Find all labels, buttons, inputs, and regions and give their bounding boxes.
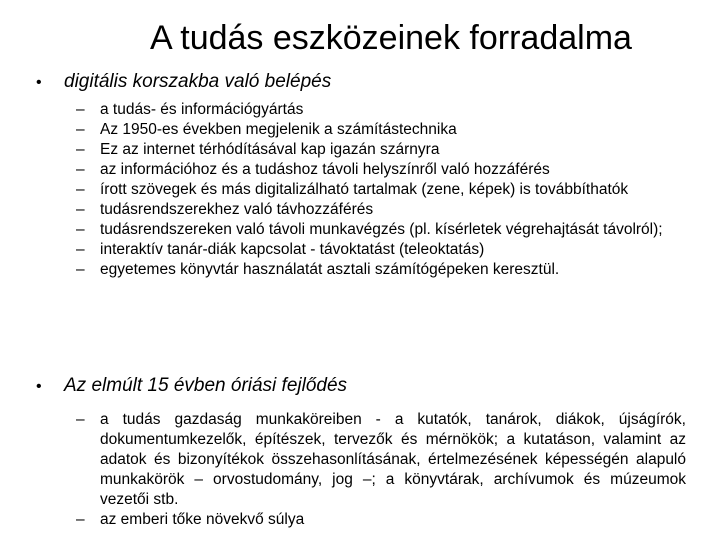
list-item [36,410,686,510]
slide-title: A tudás eszközeinek forradalma [150,19,632,57]
dash-icon: – [76,221,85,238]
dash-icon: – [76,241,85,258]
section-digital-era [36,70,686,280]
dash-icon: – [76,261,85,278]
list-item-text: az emberi tőke növekvő súlya [100,511,305,528]
bullet-dot-icon: • [36,378,42,395]
list-item-text: tudásrendszerekhez való távhozzáférés [100,201,374,218]
sub-list [36,410,686,530]
main-bullet-text: Az elmúlt 15 évben óriási fejlődés [64,375,348,396]
sub-list [36,100,686,280]
main-bullet-text: digitális korszakba való belépés [64,71,332,92]
main-bullet [36,70,686,100]
dash-icon: – [76,101,85,118]
list-item-text: Az 1950-es években megjelenik a számítástechnika [100,121,457,138]
list-item [36,160,686,180]
list-item [36,140,686,160]
list-item [36,220,686,240]
dash-icon: – [76,161,85,178]
section-development [36,374,686,530]
list-item [36,180,686,200]
list-item-text: interaktív tanár-diák kapcsolat - távoktatást (teleoktatás) [100,241,485,258]
list-item [36,260,686,280]
list-item-text: egyetemes könyvtár használatát asztali számítógépeken keresztül. [100,261,560,278]
dash-icon: – [76,141,85,158]
list-item [36,200,686,220]
dash-icon: – [76,511,85,528]
bullet-dot-icon: • [36,74,42,91]
dash-icon: – [76,181,85,198]
list-item [36,100,686,120]
list-item-text: a tudás- és információgyártás [100,101,304,118]
list-item [36,240,686,260]
list-item-text: Ez az internet térhódításával kap igazán szárnyra [100,141,440,158]
list-item [36,510,686,530]
dash-icon: – [76,411,85,428]
dash-icon: – [76,121,85,138]
list-item-text: írott szövegek és más digitalizálható tartalmak (zene, képek) is továbbíthatók [100,181,629,198]
list-item-text: tudásrendszereken való távoli munkavégzés (pl. kísérletek végrehajtását távolról); [100,221,663,238]
main-bullet [36,374,686,404]
list-item-text: a tudás gazdaság munkaköreiben - a kutatók, tanárok, diákok, újságírók, dokumentumkezelők, építészek, tervezők és mérnökök; a kutatáson, valamint az adatok és bizonyítékok összehasonlításának, értelmezésének képességén alapuló munkakörök – orvostudomány, jog –; a könyvtárak, archívumok és múzeumok vezetői stb. [100,411,686,508]
dash-icon: – [76,201,85,218]
list-item-text: az információhoz és a tudáshoz távoli helyszínről való hozzáférés [100,161,550,178]
list-item [36,120,686,140]
